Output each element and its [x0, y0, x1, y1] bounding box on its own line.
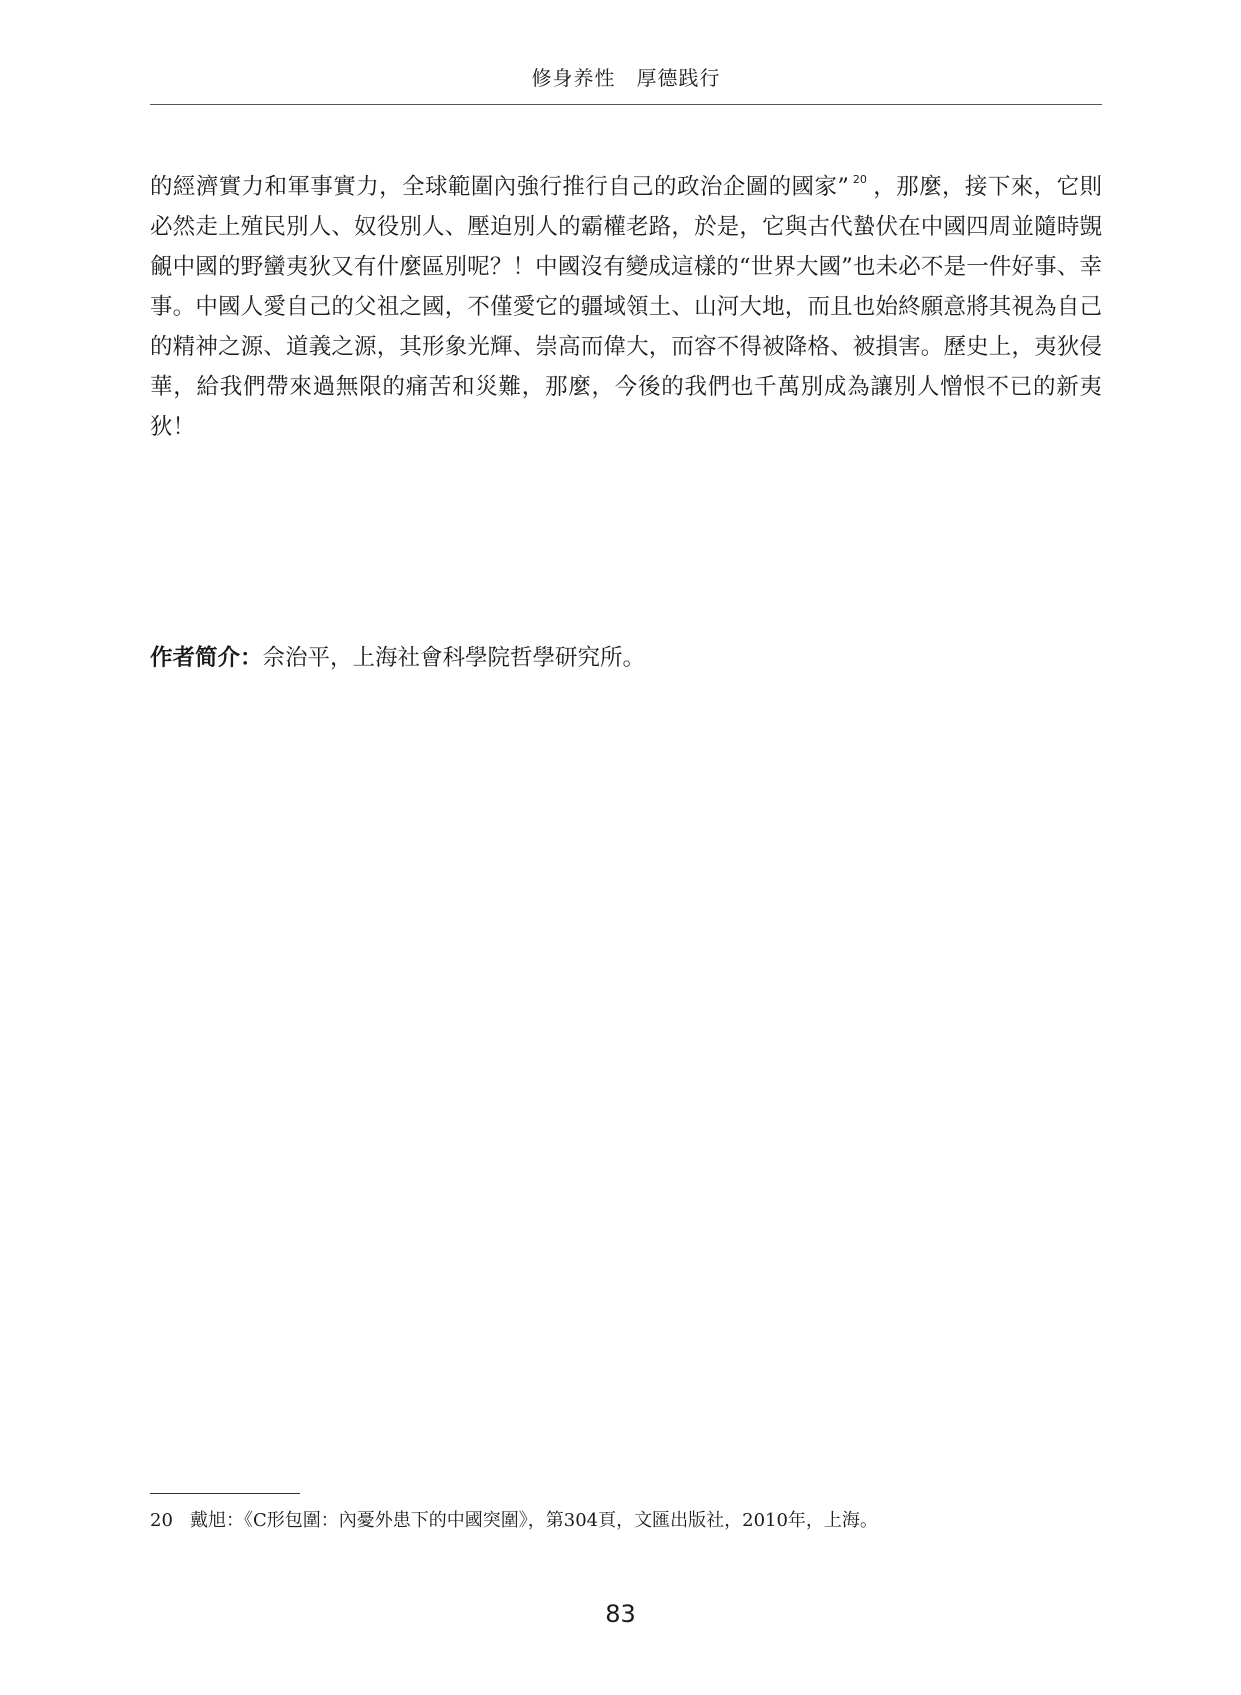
text-segment: ，那麼，接下來，它則必然走上殖民別人、奴役別人、壓迫別人的霸權老路，於是，它與古代蟄伏在中國四周並隨時覬覦中國的野蠻夷狄又有什麼區別呢？！中國沒有變成這樣的“世界大國”也未必不是一件好事、幸事。中國人愛自己的父祖之國，不僅愛它的疆域領土、山河大地，而且也始終願意將其視為自己的精神之源、道義之源，其形象光輝、崇高而偉大，而容不得被降格、被損害。歷史上，夷狄侵華，給我們帶來過無限的痛苦和災難，那麼，今後的我們也千萬別成為讓別人憎恨不已的新夷狄！ — [150, 174, 1102, 440]
footnote-reference[interactable]: 20 — [852, 173, 867, 186]
footnote — [150, 1508, 1102, 1534]
footnote-text: 戴旭：《C形包圍：內憂外患下的中國突圍》，第304頁，文匯出版社，2010年，上海。 — [190, 1510, 878, 1531]
page-number: 83 — [605, 1600, 636, 1628]
footnote-number: 20 — [150, 1510, 173, 1531]
text-segment: 的經濟實力和軍事實力，全球範圍內強行推行自己的政治企圖的國家” — [150, 174, 849, 200]
footnote-divider — [150, 1493, 300, 1494]
paragraph — [150, 167, 1102, 447]
body-paragraph — [150, 167, 1102, 447]
running-header: 修身养性 厚德践行 — [531, 66, 721, 90]
author-info — [150, 641, 1102, 675]
header-divider — [150, 104, 1102, 105]
author-text: 佘治平，上海社會科學院哲學研究所。 — [262, 645, 646, 671]
author-label: 作者简介： — [150, 645, 263, 671]
